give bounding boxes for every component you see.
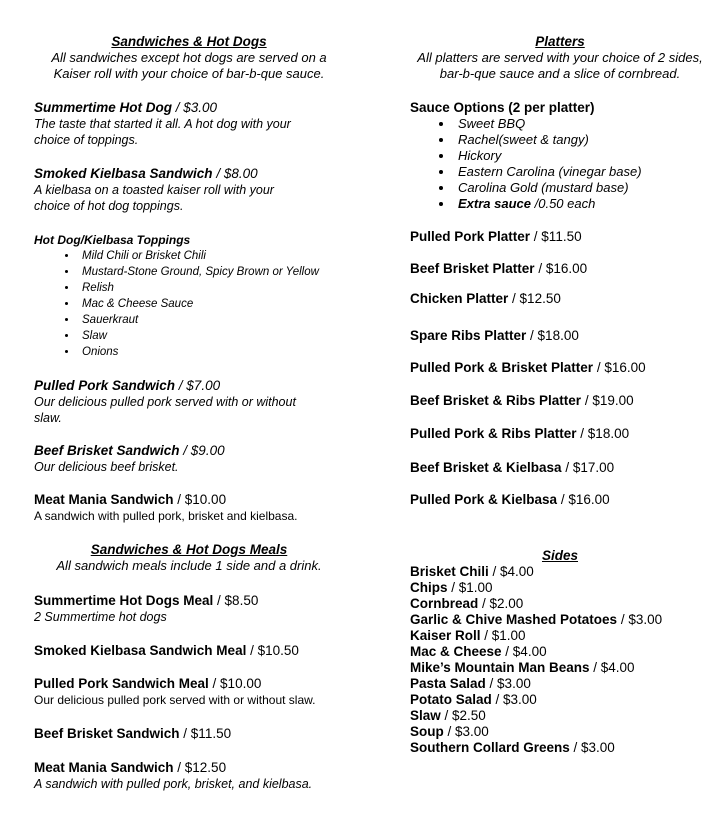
item-name: Meat Mania Sandwich <box>34 760 174 775</box>
side-item <box>410 612 710 628</box>
item-name: Pulled Pork & Kielbasa <box>410 492 558 507</box>
item-description: Our delicious beef brisket. <box>34 460 179 474</box>
item-price: / $7.00 <box>175 378 221 393</box>
item-price: / $3.00 <box>569 740 615 755</box>
item-description: 2 Summertime hot dogs <box>34 610 167 624</box>
sauce-options-title: Sauce Options (2 per platter) <box>410 100 595 115</box>
item-name: Smoked Kielbasa Sandwich Meal <box>34 643 247 658</box>
item-name: Mac & Cheese <box>410 644 502 659</box>
platter-item <box>410 327 710 344</box>
item-price: / $16.00 <box>557 492 610 507</box>
item-price: / $10.00 <box>173 492 227 507</box>
item-description: Our delicious pulled pork served with or without slaw. <box>34 693 316 707</box>
item-price: / $2.50 <box>440 708 486 723</box>
item-name: Brisket Chili <box>410 564 489 579</box>
list-item: • Eastern Carolina (vinegar base) <box>454 164 710 180</box>
item-name: Chips <box>410 580 448 595</box>
item-price: / $4.00 <box>589 660 635 675</box>
item-price: / $4.00 <box>501 644 547 659</box>
menu-item-summertime-meal <box>34 592 344 625</box>
list-item: • Mustard-Stone Ground, Spicy Brown or Yellow <box>78 264 344 280</box>
item-price: / $12.50 <box>508 291 561 306</box>
menu-item-kielbasa-meal <box>34 642 344 659</box>
right-column <box>410 34 710 756</box>
platter-item <box>410 459 710 476</box>
item-name: Mike’s Mountain Man Beans <box>410 660 590 675</box>
item-name: Kaiser Roll <box>410 628 481 643</box>
side-item <box>410 596 710 612</box>
item-price: / $1.00 <box>447 580 493 595</box>
section-subtitle: All sandwich meals include 1 side and a drink. <box>56 558 322 573</box>
side-item <box>410 580 710 596</box>
item-name: Chicken Platter <box>410 291 509 306</box>
platter-item <box>410 290 710 307</box>
item-price: / $19.00 <box>581 393 634 408</box>
section-subtitle: All platters are served with your choice of 2 sides, <box>417 50 703 65</box>
left-column <box>34 34 344 792</box>
item-price: / $1.00 <box>480 628 526 643</box>
item-price: / $16.00 <box>534 261 588 276</box>
section-subtitle: All sandwiches except hot dogs are served on a <box>51 50 327 65</box>
menu-item-pulled-pork-sandwich <box>34 377 344 426</box>
list-item: • Onions <box>78 344 344 360</box>
item-price: / $3.00 <box>617 612 663 627</box>
item-name: Pulled Pork & Ribs Platter <box>410 426 577 441</box>
item-name: Beef Brisket Sandwich <box>34 726 180 741</box>
item-description: A sandwich with pulled pork, brisket and kielbasa. <box>34 509 298 523</box>
item-description: A kielbasa on a toasted kaiser roll with your <box>34 183 274 197</box>
item-price: / $2.00 <box>478 596 524 611</box>
item-price: / $3.00 <box>443 724 489 739</box>
section-title-sides: Sides <box>541 548 579 563</box>
menu-item-beef-brisket-sandwich <box>34 442 344 475</box>
item-name: Beef Brisket Sandwich <box>34 443 180 458</box>
side-item <box>410 676 710 692</box>
side-item <box>410 740 710 756</box>
item-name: Pulled Pork Platter <box>410 229 531 244</box>
platter-item <box>410 392 710 409</box>
item-price: / $3.00 <box>491 692 537 707</box>
list-item: • Relish <box>78 280 344 296</box>
list-item: • Rachel(sweet & tangy) <box>454 132 710 148</box>
list-item: • Carolina Gold (mustard base) <box>454 180 710 196</box>
item-description: choice of toppings. <box>34 133 139 147</box>
list-item: • Sauerkraut <box>78 312 344 328</box>
platter-item <box>410 425 710 442</box>
sauce-options-list <box>410 116 710 212</box>
item-name: Summertime Hot Dogs Meal <box>34 593 214 608</box>
side-item <box>410 660 710 676</box>
side-item <box>410 724 710 740</box>
item-price: / $8.00 <box>212 166 258 181</box>
side-item <box>410 564 710 580</box>
toppings-list <box>34 248 344 360</box>
menu-item-meat-mania-sandwich <box>34 491 344 524</box>
menu-item-smoked-kielbasa <box>34 165 344 214</box>
item-price: / $4.00 <box>488 564 534 579</box>
item-name: Potato Salad <box>410 692 492 707</box>
item-name: Summertime Hot Dog <box>34 100 173 115</box>
sides-list <box>410 564 710 756</box>
side-item <box>410 644 710 660</box>
platter-item <box>410 359 710 376</box>
item-price: / $11.50 <box>179 726 232 741</box>
menu-item-pulled-pork-meal <box>34 675 344 708</box>
item-name: Pulled Pork Sandwich Meal <box>34 676 209 691</box>
item-name: Pulled Pork Sandwich <box>34 378 176 393</box>
item-description: The taste that started it all. A hot dog with your <box>34 117 291 131</box>
item-name: Cornbread <box>410 596 479 611</box>
item-description: Our delicious pulled pork served with or without <box>34 395 296 409</box>
section-subtitle: Kaiser roll with your choice of bar-b-que sauce. <box>53 66 325 81</box>
item-price: / $3.00 <box>485 676 531 691</box>
item-name: Meat Mania Sandwich <box>34 492 174 507</box>
list-item: • Mac & Cheese Sauce <box>78 296 344 312</box>
item-name: Beef Brisket Platter <box>410 261 535 276</box>
item-price: / $18.00 <box>576 426 630 441</box>
item-price: / $8.50 <box>213 593 259 608</box>
item-name: Soup <box>410 724 444 739</box>
item-name: Pulled Pork & Brisket Platter <box>410 360 594 375</box>
list-item: • Slaw <box>78 328 344 344</box>
item-price: / $3.00 <box>172 100 218 115</box>
platter-item <box>410 260 710 277</box>
list-item: • Sweet BBQ <box>454 116 710 132</box>
section-title-sandwiches: Sandwiches & Hot Dogs <box>111 34 267 49</box>
section-title-meals: Sandwiches & Hot Dogs Meals <box>90 542 288 557</box>
item-name: Beef Brisket & Ribs Platter <box>410 393 582 408</box>
item-name: Pasta Salad <box>410 676 486 691</box>
item-price: / $18.00 <box>526 328 579 343</box>
toppings-title: Hot Dog/Kielbasa Toppings <box>34 233 191 247</box>
section-subtitle: bar-b-que sauce and a slice of cornbread. <box>439 66 681 81</box>
item-name: Beef Brisket & Kielbasa <box>410 460 562 475</box>
item-name: Spare Ribs Platter <box>410 328 527 343</box>
section-title-platters: Platters <box>535 34 585 49</box>
item-name: Slaw <box>410 708 441 723</box>
list-item: • Hickory <box>454 148 710 164</box>
platters-list <box>410 228 710 508</box>
side-item <box>410 628 710 644</box>
item-description: slaw. <box>34 411 62 425</box>
item-name: Garlic & Chive Mashed Potatoes <box>410 612 618 627</box>
item-price: / $10.50 <box>246 643 299 658</box>
platter-item <box>410 491 710 508</box>
menu-item-brisket-meal <box>34 725 344 742</box>
list-item: • Mild Chili or Brisket Chili <box>78 248 344 264</box>
side-item <box>410 708 710 724</box>
item-name: Smoked Kielbasa Sandwich <box>34 166 213 181</box>
item-price: / $17.00 <box>561 460 615 475</box>
platter-item <box>410 228 710 245</box>
item-name: Southern Collard Greens <box>410 740 570 755</box>
item-price: / $11.50 <box>530 229 582 244</box>
menu-item-summertime-hot-dog <box>34 99 344 148</box>
side-item <box>410 692 710 708</box>
item-description: A sandwich with pulled pork, brisket, and kielbasa. <box>34 777 313 791</box>
item-price: / $12.50 <box>173 760 227 775</box>
extra-sauce-price: /0.50 each <box>531 196 596 211</box>
menu-item-meat-mania-meal <box>34 759 344 792</box>
extra-sauce-name: Extra sauce <box>458 196 531 211</box>
item-price: / $10.00 <box>208 676 262 691</box>
item-description: choice of hot dog toppings. <box>34 199 184 213</box>
item-price: / $16.00 <box>593 360 646 375</box>
item-price: / $9.00 <box>179 443 225 458</box>
list-item-extra-sauce <box>454 196 710 212</box>
